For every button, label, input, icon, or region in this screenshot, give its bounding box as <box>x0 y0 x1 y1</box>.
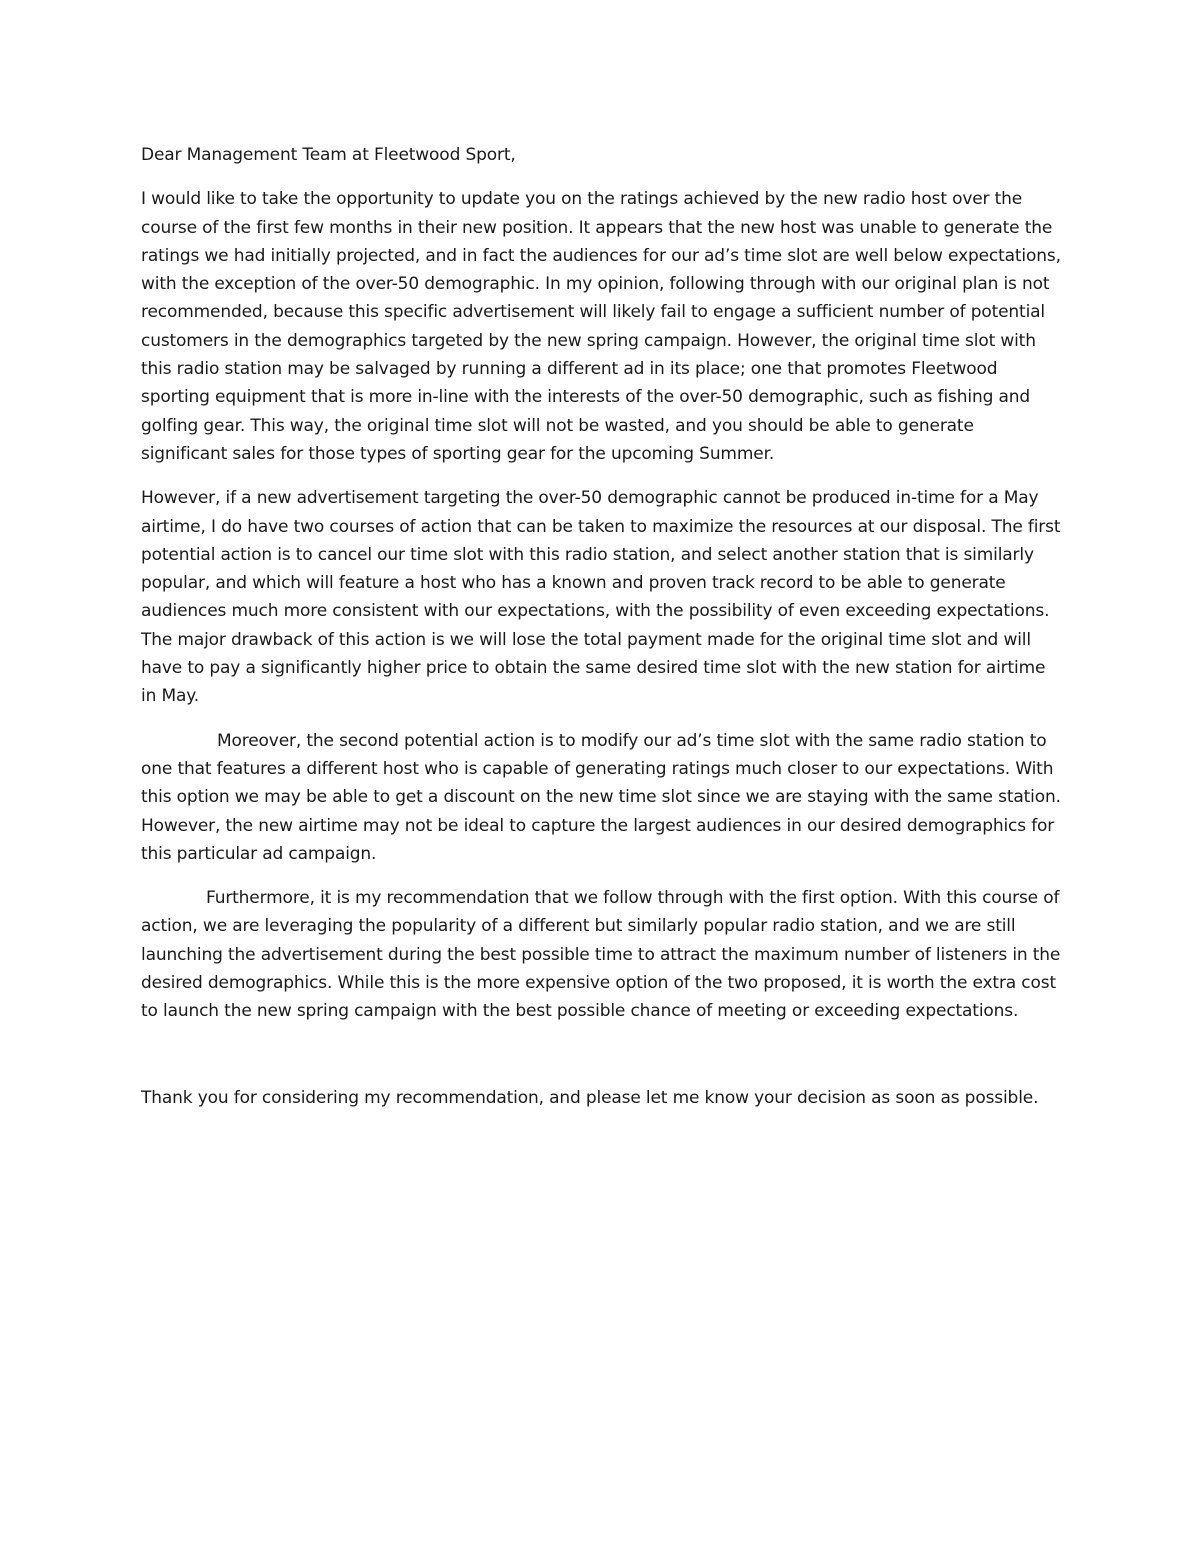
paragraph-recommendation: Furthermore, it is my recommendation that we follow through with the first option. With this course of action, we are leveraging the popularity of a different but similarly popular radio station, and we are still launching the advertisement during the best possible time to attract the maximum number of listeners in the desired demographics. While this is the more expensive option of the two proposed, it is worth the extra cost to launch the new spring campaign with the best possible chance of meeting or exceeding expectations. <box>141 888 1061 1022</box>
paragraph-update: I would like to take the opportunity to update you on the ratings achieved by the new radio host over the course of the first few months in their new position. It appears that the new host was unable to generate the ratings we had initially projected, and in fact the audiences for our ad’s time slot are well below expectations, with the exception of the over-50 demographic. In my opinion, following through with our original plan is not recommended, because this specific advertisement will likely fail to engage a sufficient number of potential customers in the demographics targeted by the new spring campaign. However, the original time slot with this radio station may be salvaged by running a different ad in its place; one that promotes Fleetwood sporting equipment that is more in-line with the interests of the over-50 demographic, such as fishing and golfing gear. This way, the original time slot will not be wasted, and you should be able to generate significant sales for those types of sporting gear for the upcoming Summer. <box>141 189 1061 464</box>
paragraph-options: However, if a new advertisement targeting the over-50 demographic cannot be produced in-time for a May airtime, I do have two courses of action that can be taken to maximize the resources at our disposal. The first potential action is to cancel our time slot with this radio station, and select another station that is similarly popular, and which will feature a host who has a known and proven track record to be able to generate audiences much more consistent with our expectations, with the possibility of even exceeding expectations. The major drawback of this action is we will lose the total payment made for the original time slot and will have to pay a significantly higher price to obtain the same desired time slot with the new station for airtime in May. <box>141 488 1061 707</box>
closing-line: Thank you for considering my recommendation, and please let me know your decision as soon as possible. <box>141 1087 1039 1108</box>
paragraph-second-option: Moreover, the second potential action is to modify our ad’s time slot with the same radio station to one that features a different host who is capable of generating ratings much closer to our expectations. With this option we may be able to get a discount on the new time slot since we are staying with the same station. However, the new airtime may not be ideal to capture the largest audiences in our desired demographics for this particular ad campaign. <box>141 730 1061 864</box>
letter-body <box>141 141 1061 1128</box>
salutation: Dear Management Team at Fleetwood Sport, <box>141 145 516 165</box>
